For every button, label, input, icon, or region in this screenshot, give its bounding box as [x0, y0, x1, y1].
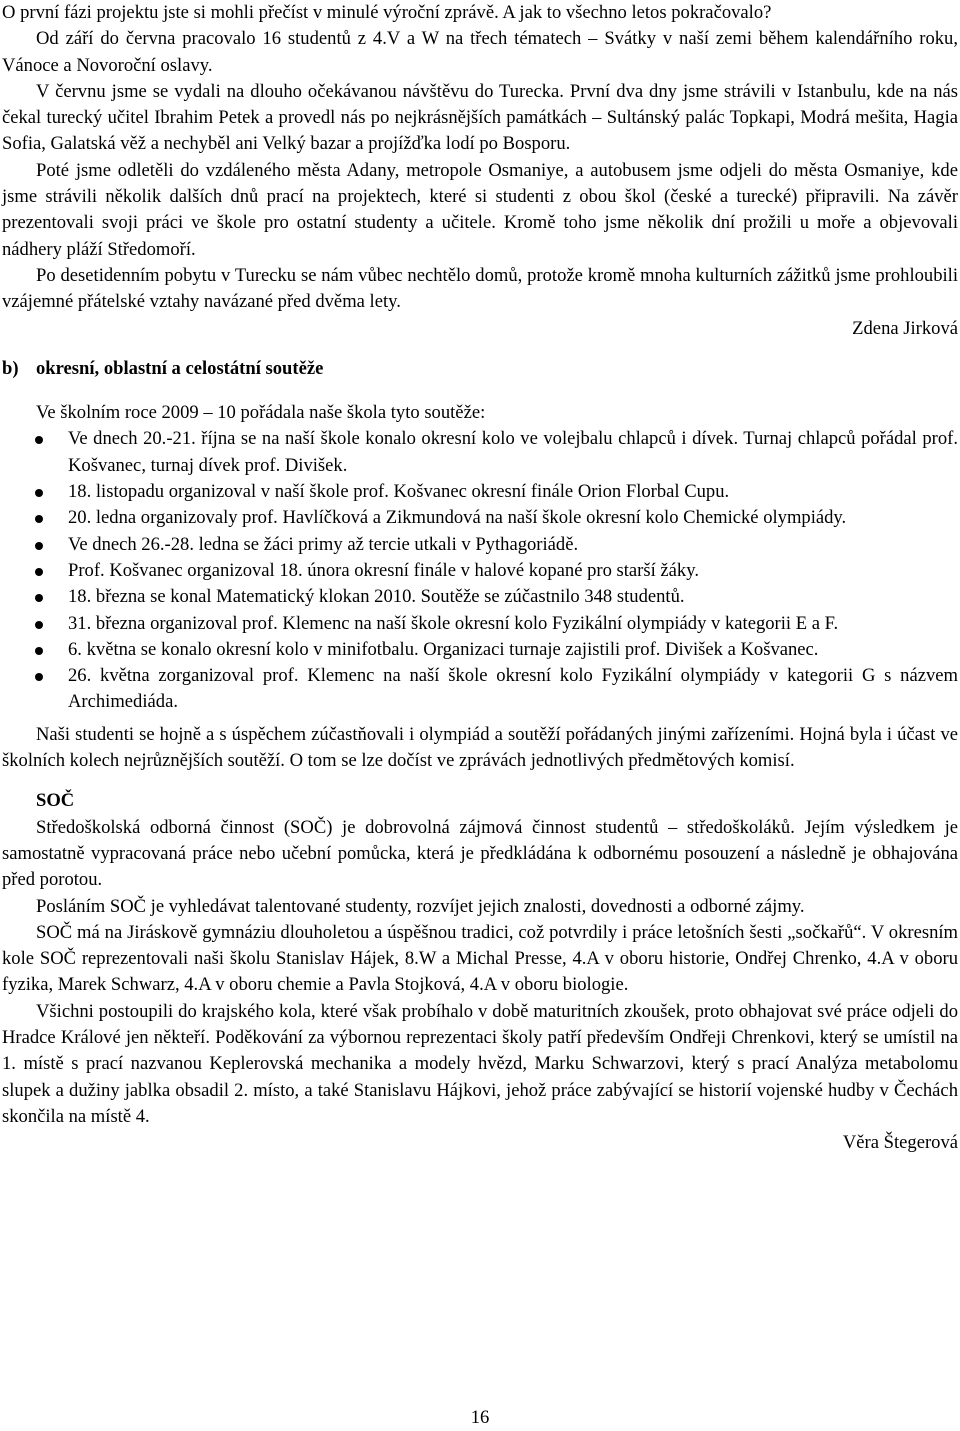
soc-heading: SOČ — [36, 790, 75, 812]
paragraph-intro-3: V červnu jsme se vydali na dlouho očekávanou návštěvu do Turecka. První dva dny jsme strávili v Istanbulu, kde na nás čekal turecký učitel Ibrahim Petek a provedl nás po nejkrásnějších památkách – Sultánský palác Topkapi, Modrá mešita, Hagia Sofia, Galatská věž a nechyběl ani Velký bazar a projížďka lodí po Bosporu. — [2, 80, 958, 155]
list-item: 6. května se konalo okresní kolo v minifotbalu. Organizaci turnaje zajistili prof. Divišek a Košvanec. — [2, 637, 958, 663]
signature-stegerova: Věra Štegerová — [842, 1132, 958, 1154]
list-item: 18. března se konal Matematický klokan 2010. Soutěže se zúčastnilo 348 studentů. — [2, 584, 958, 610]
bullet-icon — [35, 515, 43, 523]
list-item: 20. ledna organizovaly prof. Havlíčková a Zikmundová na naší škole okresní kolo Chemické olympiády. — [2, 505, 958, 531]
list-item: 18. listopadu organizoval v naší škole prof. Košvanec okresní finále Orion Florbal Cupu. — [2, 479, 958, 505]
bullet-icon — [35, 673, 43, 681]
page-number: 16 — [470, 1407, 490, 1428]
bullet-icon — [35, 568, 43, 576]
bullet-icon — [35, 647, 43, 655]
competitions-list — [2, 426, 958, 715]
bullet-icon — [35, 436, 43, 444]
list-item: 31. března organizoval prof. Klemenc na naší škole okresní kolo Fyzikální olympiády v kategorii E a F. — [2, 611, 958, 637]
competitions-lead: Ve školním roce 2009 – 10 pořádala naše škola tyto soutěže: — [36, 402, 486, 424]
list-item: 26. května zorganizoval prof. Klemenc na naší škole okresní kolo Fyzikální olympiády v kategorii G s názvem Archimediáda. — [2, 663, 958, 716]
section-b-label: b) — [2, 357, 19, 379]
paragraph-intro-2: Od září do června pracovalo 16 studentů z 4.V a W na třech tématech – Svátky v naší zemi během kalendářního roku, Vánoce a Novoroční oslavy. — [2, 28, 958, 76]
list-item: Ve dnech 20.-21. října se na naší škole konalo okresní kolo ve volejbalu chlapců i dívek. Turnaj chlapců pořádal prof. Košvanec, turnaj dívek prof. Divišek. — [2, 426, 958, 479]
signature-jirkova: Zdena Jirková — [852, 317, 958, 339]
paragraph-soc-2: Posláním SOČ je vyhledávat talentované studenty, rozvíjet jejich znalosti, dovednosti a odborné zájmy. — [36, 895, 805, 917]
paragraph-intro-4: Poté jsme odletěli do vzdáleného města Adany, metropole Osmaniye, a autobusem jsme odjeli do města Osmaniye, kde jsme strávili několik dalších dnů prací na projektech, které si studenti z obou škol (české a turecké) připravili. Na závěr prezentovali svoji práci ve škole pro ostatní studenty a učitele. Kromě toho jsme několik dní prožili u moře a objevovali nádhery pláží Středomoří. — [2, 159, 958, 260]
list-item: Ve dnech 26.-28. ledna se žáci primy až tercie utkali v Pythagoriádě. — [2, 532, 958, 558]
document-page — [2, 0, 958, 1156]
paragraph-intro-1: O první fázi projektu jste si mohli přečíst v minulé výroční zprávě. A jak to všechno letos pokračovalo? — [2, 2, 772, 23]
paragraph-soc-1: Středoškolská odborná činnost (SOČ) je dobrovolná zájmová činnost studentů – středoškoláků. Jejím výsledkem je samostatně vypracovaná práce nebo učební pomůcka, která je předkládána k odbornému posouzení a následně je obhajována před porotou. — [2, 816, 958, 891]
list-item: Prof. Košvanec organizoval 18. února okresní finále v halové kopané pro starší žáky. — [2, 558, 958, 584]
section-b-title: okresní, oblastní a celostátní soutěže — [36, 357, 324, 379]
paragraph-soc-3: SOČ má na Jiráskově gymnáziu dlouholetou a úspěšnou tradici, což potvrdily i práce letošních šesti „sočkařů“. V okresním kole SOČ reprezentovali naši školu Stanislav Hájek, 8.W a Michal Presse, 4.A v oboru historie, Ondřej Chrenko, 4.A v oboru fyzika, Marek Schwarz, 4.A v oboru chemie a Pavla Stojková, 4.A v oboru biologie. — [2, 921, 958, 996]
paragraph-soc-4: Všichni postoupili do krajského kola, které však probíhalo v době maturitních zkoušek, proto obhajovat své práce odjeli do Hradce Králové jen někteří. Poděkování za výbornou reprezentaci školy patří především Ondřeji Chrenkovi, který se umístil na 1. místě s prací nazvanou Keplerovská mechanika a modely hvězd, Marku Schwarzovi, který s prací Analýza metabolomu slupek a dužiny jablka obsadil 2. místo, a také Stanislavu Hájkovi, jehož práce zabývající se historií vojenské hudby v Čechách skončila na místě 4. — [2, 1000, 958, 1127]
competitions-closing: Naši studenti se hojně a s úspěchem zúčastňovali i olympiád a soutěží pořádaných jinými zařízeními. Hojná byla i účast ve školních kolech nejrůznějších soutěží. O tom se lze dočíst ve zprávách jednotlivých předmětových komisí. — [2, 723, 958, 772]
paragraph-intro-5: Po desetidenním pobytu v Turecku se nám vůbec nechtělo domů, protože kromě mnoha kulturních zážitků jsme prohloubili vzájemné přátelské vztahy navázané před dvěma lety. — [2, 264, 958, 313]
bullet-icon — [35, 489, 43, 497]
bullet-icon — [35, 542, 43, 550]
bullet-icon — [35, 594, 43, 602]
section-b-heading — [2, 356, 958, 382]
bullet-icon — [35, 621, 43, 629]
